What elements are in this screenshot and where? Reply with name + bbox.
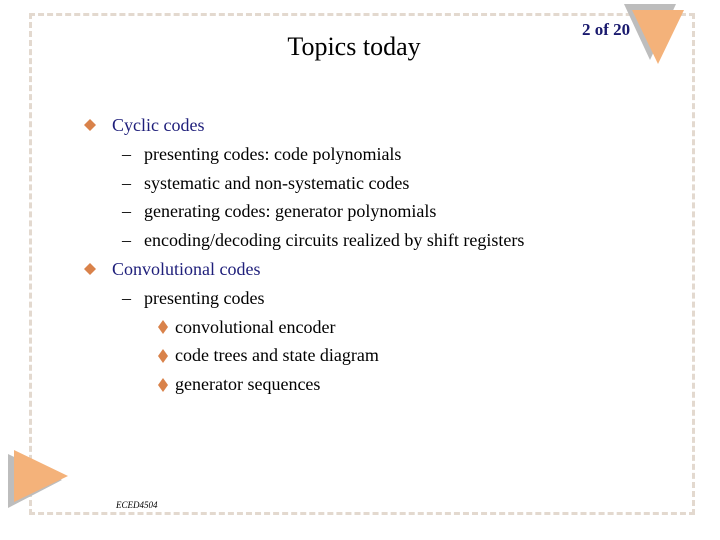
outline-subitem: generating codes: generator polynomials — [144, 201, 437, 221]
footer-course-code: ECED4504 — [116, 500, 158, 510]
dash-bullet: – — [122, 144, 131, 164]
left-triangle-icon — [4, 448, 74, 510]
small-diamond-bullet-icon — [158, 378, 168, 392]
outline-subitem: presenting codes: code polynomials — [144, 144, 402, 164]
dash-bullet: – — [122, 201, 131, 221]
outline-subsubitem: code trees and state diagram — [175, 345, 379, 365]
outline-subitem: presenting codes — [144, 288, 265, 308]
dash-bullet: – — [122, 173, 131, 193]
slide-title: Topics today — [287, 32, 421, 61]
outline-subitem: encoding/decoding circuits realized by shift registers — [144, 230, 525, 250]
outline-subsubitem: convolutional encoder — [175, 317, 336, 337]
outline-item-label: Convolutional codes — [112, 259, 261, 279]
outline-subsubitem: generator sequences — [175, 374, 321, 394]
diamond-bullet-icon — [84, 119, 96, 131]
small-diamond-bullet-icon — [158, 349, 168, 363]
dash-bullet: – — [122, 230, 131, 250]
dash-bullet: – — [122, 288, 131, 308]
diamond-bullet-icon — [84, 263, 96, 275]
page-number: 2 of 20 — [582, 20, 631, 39]
small-diamond-bullet-icon — [158, 320, 168, 334]
outline-subitem: systematic and non-systematic codes — [144, 173, 410, 193]
outline-item-label: Cyclic codes — [112, 115, 205, 135]
